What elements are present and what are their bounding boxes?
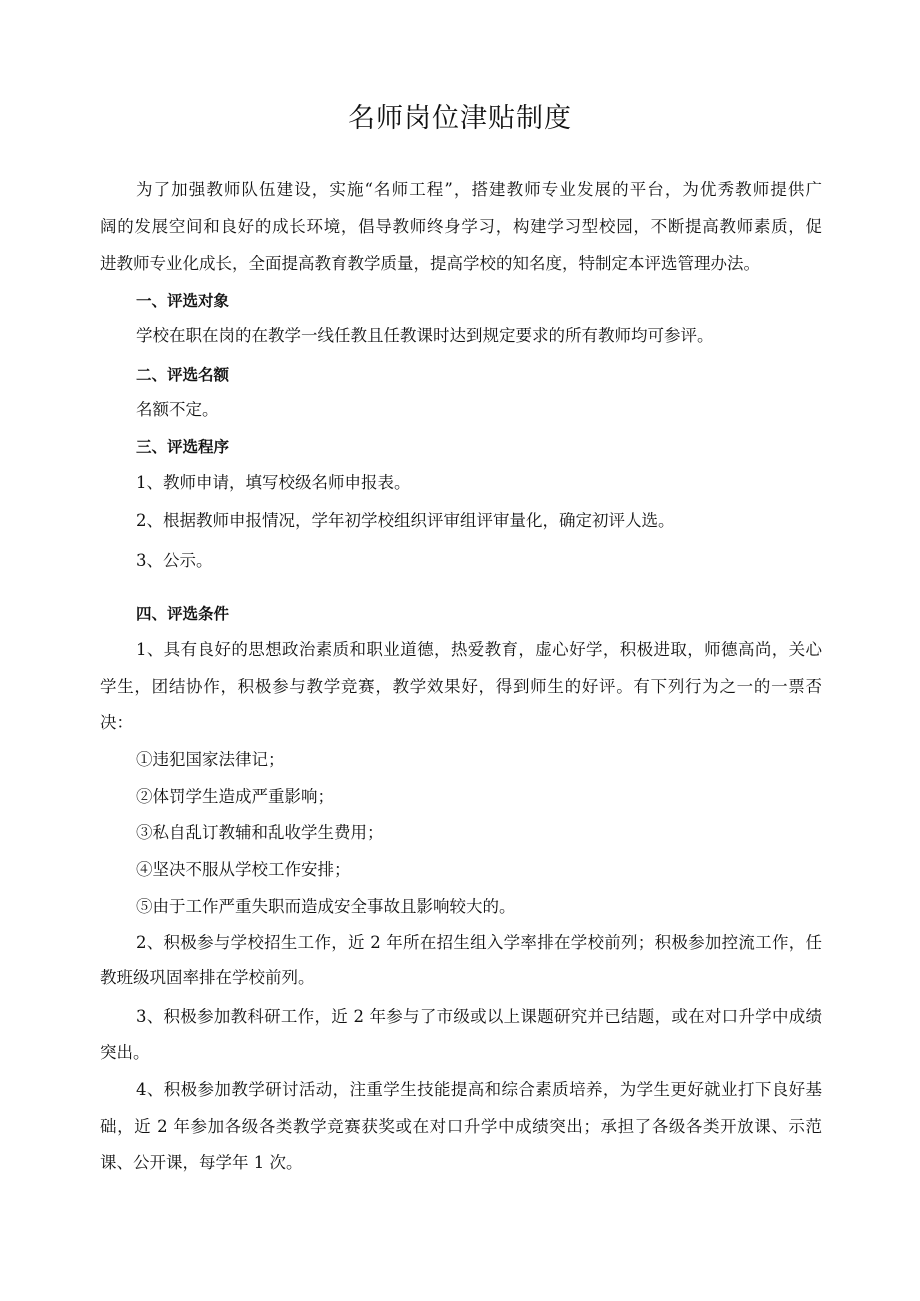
intro-line: 为了加强教师队伍建设，实施“名师工程”，搭建教师专业发展的平台，为优秀教师提供广 — [136, 180, 822, 199]
section-heading: 一、评选对象 — [136, 292, 230, 310]
veto-item: ⑤由于工作严重失职而造成安全事故且影响较大的。 — [136, 897, 516, 916]
condition-line: 2、积极参与学校招生工作，近 2 年所在招生组入学率排在学校前列；积极参加控流工作，任 — [136, 933, 822, 952]
condition-line: 础，近 2 年参加各级各类教学竞赛获奖或在对口升学中成绩突出；承担了各级各类开放课、示范 — [100, 1117, 822, 1136]
condition-line: 决： — [100, 713, 133, 732]
section-heading: 四、评选条件 — [136, 605, 230, 623]
section-body: 名额不定。 — [136, 400, 219, 419]
condition-line: 突出。 — [100, 1043, 150, 1062]
section-body: 学校在职在岗的在教学一线任教且任教课时达到规定要求的所有教师均可参评。 — [136, 326, 714, 345]
veto-item: ④坚决不服从学校工作安排； — [136, 860, 351, 879]
condition-line: 1、具有良好的思想政治素质和职业道德，热爱教育，虚心好学，积极进取，师德高尚，关心 — [136, 640, 822, 659]
condition-line: 学生，团结协作，积极参与教学竞赛，教学效果好，得到师生的好评。有下列行为之一的一票否 — [100, 677, 822, 696]
condition-line: 4、积极参加教学研讨活动，注重学生技能提高和综合素质培养，为学生更好就业打下良好基 — [136, 1080, 822, 1099]
document-title: 名师岗位津贴制度 — [348, 103, 572, 134]
section-heading: 三、评选程序 — [136, 438, 230, 456]
condition-line: 3、积极参加教科研工作，近 2 年参与了市级或以上课题研究并已结题，或在对口升学中成绩 — [136, 1007, 822, 1026]
veto-item: ③私自乱订教辅和乱收学生费用； — [136, 823, 384, 842]
intro-line: 进教师专业化成长，全面提高教育教学质量，提高学校的知名度，特制定本评选管理办法。 — [100, 254, 760, 273]
veto-item: ②体罚学生造成严重影响； — [136, 787, 334, 806]
list-item: 1、教师申请，填写校级名师申报表。 — [136, 473, 411, 492]
list-item: 2、根据教师申报情况，学年初学校组织评审组评审量化，确定初评人选。 — [136, 511, 675, 530]
condition-line: 课、公开课，每学年 1 次。 — [100, 1153, 303, 1172]
list-item: 3、公示。 — [136, 551, 213, 570]
section-heading: 二、评选名额 — [136, 366, 230, 384]
condition-line: 教班级巩固率排在学校前列。 — [100, 968, 315, 987]
intro-line: 阔的发展空间和良好的成长环境，倡导教师终身学习，构建学习型校园，不断提高教师素质，促 — [100, 217, 822, 236]
veto-item: ①违犯国家法律记； — [136, 750, 285, 769]
